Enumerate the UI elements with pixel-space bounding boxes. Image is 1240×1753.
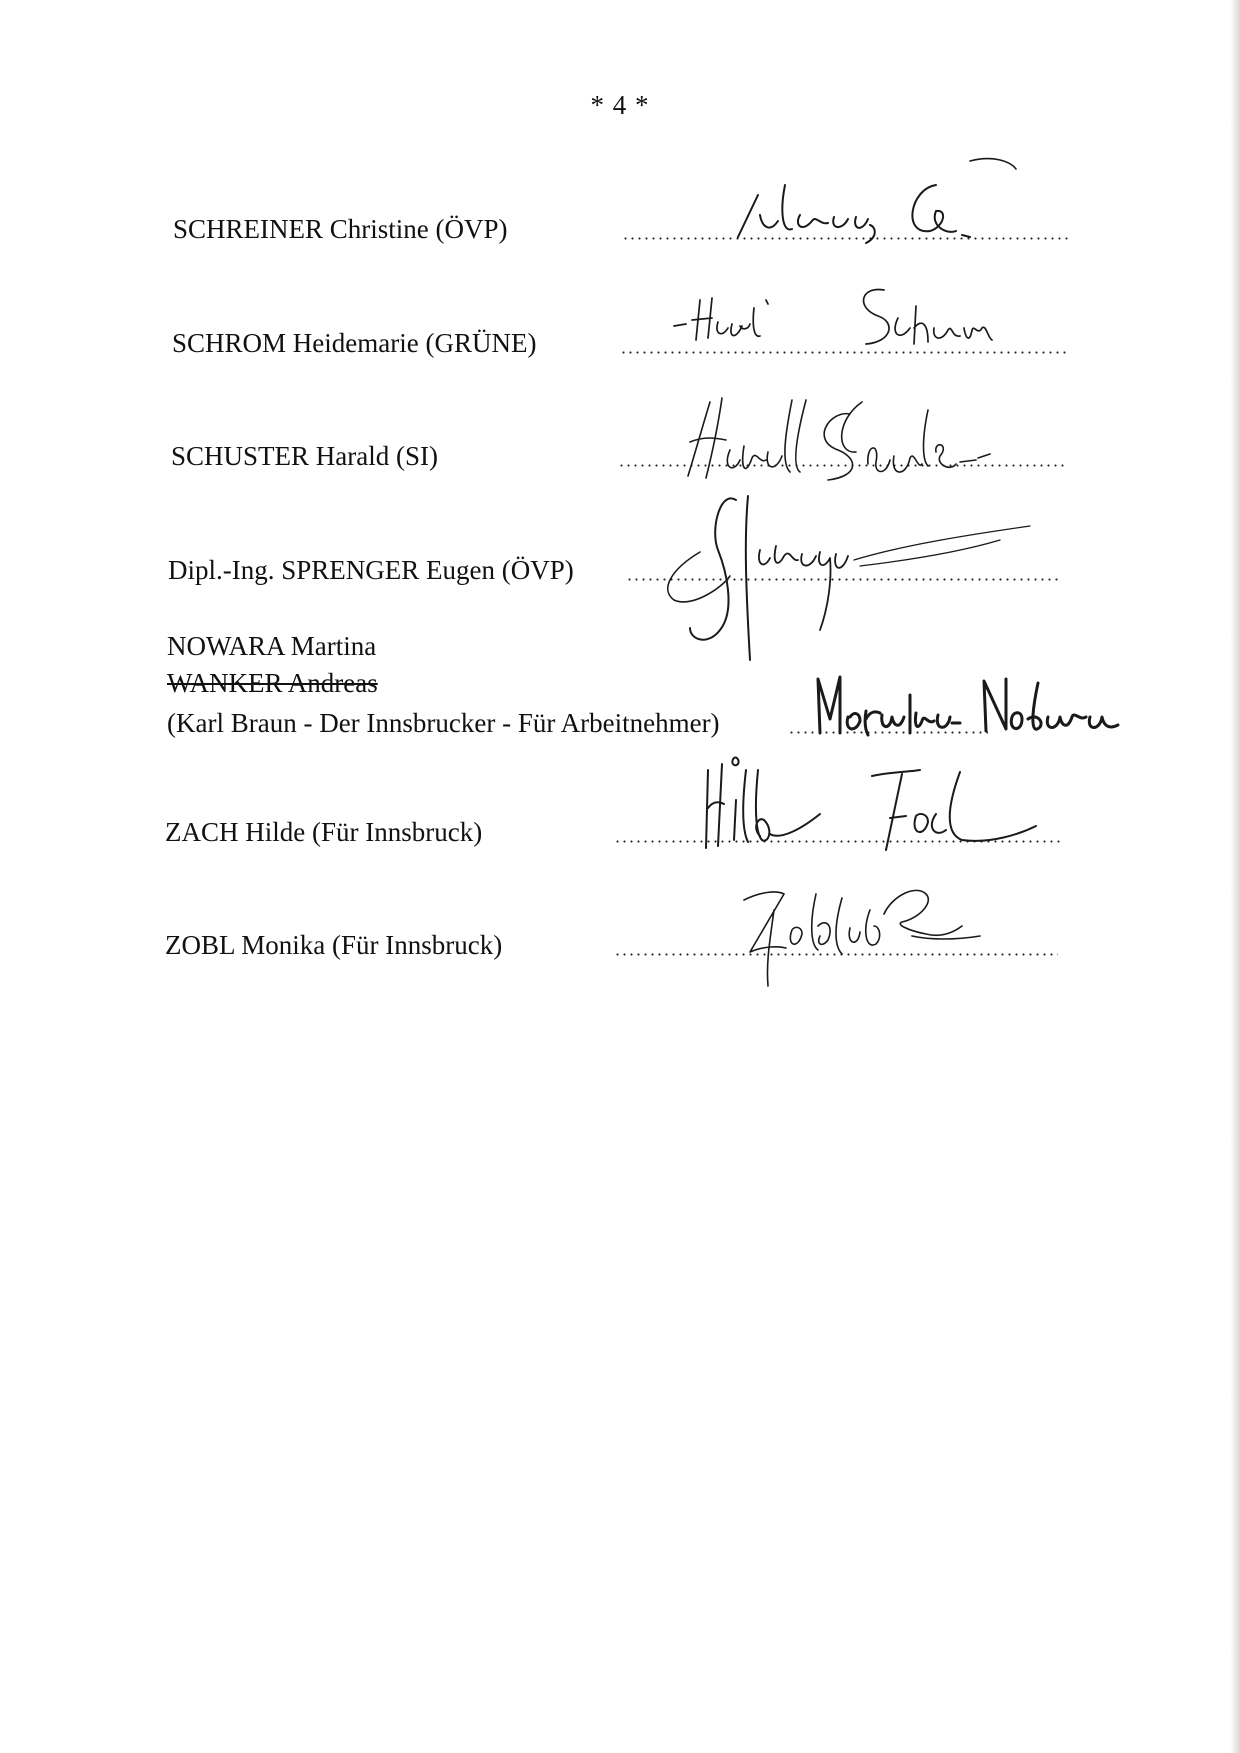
signatory-group: (Karl Braun - Der Innsbrucker - Für Arbeitnehmer) [167,708,720,738]
signature-schrom [670,278,1020,358]
signature-zobl [730,870,990,990]
scan-edge [1230,0,1240,1753]
signatory-name: NOWARA Martina [167,631,377,661]
signatory-name: ZACH Hilde (Für Innsbruck) [165,817,483,847]
signature-schreiner [730,155,1050,245]
page-number: * 4 * [590,90,650,120]
signatory-name: SCHREINER Christine (ÖVP) [173,214,508,244]
struck-name: WANKER Andreas [167,668,378,698]
signatory-name: Dipl.-Ing. SPRENGER Eugen (ÖVP) [168,555,574,585]
signature-sprenger [660,490,1040,670]
signature-nowara [810,665,1130,745]
signatory-name: SCHROM Heidemarie (GRÜNE) [172,328,537,358]
signatory-name: ZOBL Monika (Für Innsbruck) [165,930,503,960]
signatory-name: SCHUSTER Harald (SI) [171,441,438,471]
signature-zach [690,750,1050,860]
signature-schuster [660,380,1070,490]
